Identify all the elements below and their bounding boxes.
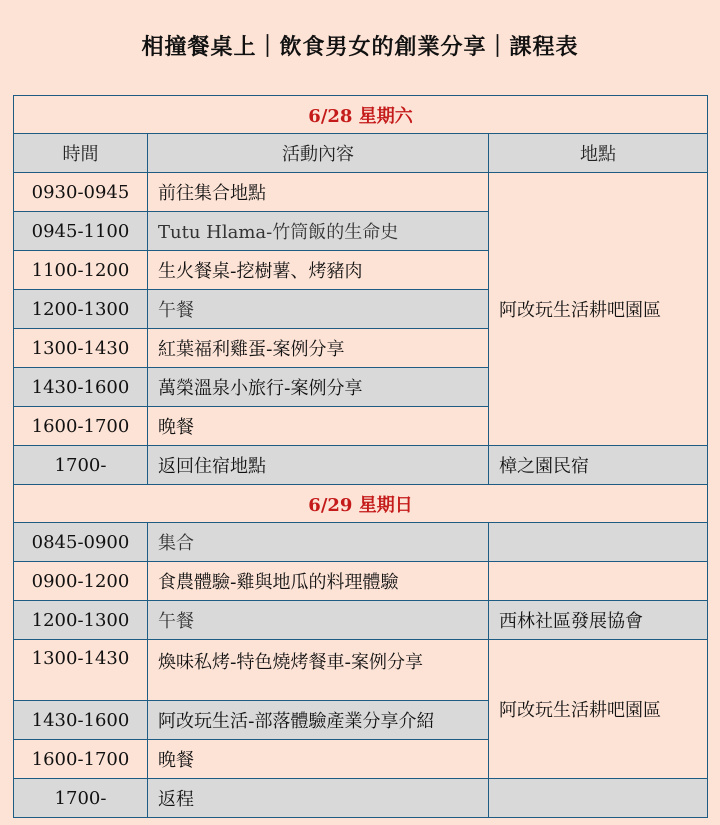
- day-header-row: [14, 485, 708, 523]
- activity-cell: 晚餐: [148, 740, 489, 779]
- location-cell-empty: [489, 779, 708, 818]
- day-label: 6/29 星期日: [14, 485, 708, 523]
- table-row: [14, 523, 708, 562]
- header-location: 地點: [489, 134, 708, 173]
- time-cell: 1430-1600: [14, 368, 148, 407]
- activity-cell: 食農體驗-雞與地瓜的料理體驗: [148, 562, 489, 601]
- table-row: [14, 640, 708, 701]
- time-cell: 1100-1200: [14, 251, 148, 290]
- time-cell: 1700-: [14, 779, 148, 818]
- header-time: 時間: [14, 134, 148, 173]
- time-cell: 1200-1300: [14, 601, 148, 640]
- time-cell: 1600-1700: [14, 407, 148, 446]
- location-cell: 阿改玩生活耕吧園區: [489, 640, 708, 779]
- day-label: 6/28 星期六: [14, 96, 708, 134]
- activity-cell: 集合: [148, 523, 489, 562]
- time-cell: 0945-1100: [14, 212, 148, 251]
- table-row: [14, 779, 708, 818]
- activity-cell: 萬榮溫泉小旅行-案例分享: [148, 368, 489, 407]
- schedule-table: [13, 95, 708, 818]
- activity-cell: 返程: [148, 779, 489, 818]
- activity-cell: 午餐: [148, 601, 489, 640]
- time-cell: 1700-: [14, 446, 148, 485]
- table-row: [14, 446, 708, 485]
- activity-cell: 晚餐: [148, 407, 489, 446]
- location-cell: 阿改玩生活耕吧園區: [489, 173, 708, 446]
- time-cell: 0900-1200: [14, 562, 148, 601]
- location-cell: 樟之園民宿: [489, 446, 708, 485]
- header-activity: 活動內容: [148, 134, 489, 173]
- time-cell: 1600-1700: [14, 740, 148, 779]
- time-cell: 1430-1600: [14, 701, 148, 740]
- time-cell: 0845-0900: [14, 523, 148, 562]
- table-row: [14, 173, 708, 212]
- table-row: [14, 601, 708, 640]
- location-cell-empty: [489, 523, 708, 562]
- day-header-row: [14, 96, 708, 134]
- activity-cell: 紅葉福利雞蛋-案例分享: [148, 329, 489, 368]
- page-title: 相撞餐桌上｜飲食男女的創業分享｜課程表: [141, 35, 579, 60]
- activity-cell: 午餐: [148, 290, 489, 329]
- activity-cell: 返回住宿地點: [148, 446, 489, 485]
- time-cell: 1300-1430: [14, 640, 148, 701]
- activity-cell: 煥味私烤-特色燒烤餐車-案例分享: [148, 640, 489, 701]
- location-cell-empty: [489, 562, 708, 601]
- activity-cell: 阿改玩生活-部落體驗產業分享介紹: [148, 701, 489, 740]
- time-cell: 1300-1430: [14, 329, 148, 368]
- activity-cell: Tutu Hlama-竹筒飯的生命史: [148, 212, 489, 251]
- location-cell: 西林社區發展協會: [489, 601, 708, 640]
- time-cell: 1200-1300: [14, 290, 148, 329]
- column-header-row: [14, 134, 708, 173]
- time-cell: 0930-0945: [14, 173, 148, 212]
- activity-cell: 前往集合地點: [148, 173, 489, 212]
- activity-cell: 生火餐桌-挖樹薯、烤豬肉: [148, 251, 489, 290]
- table-row: [14, 562, 708, 601]
